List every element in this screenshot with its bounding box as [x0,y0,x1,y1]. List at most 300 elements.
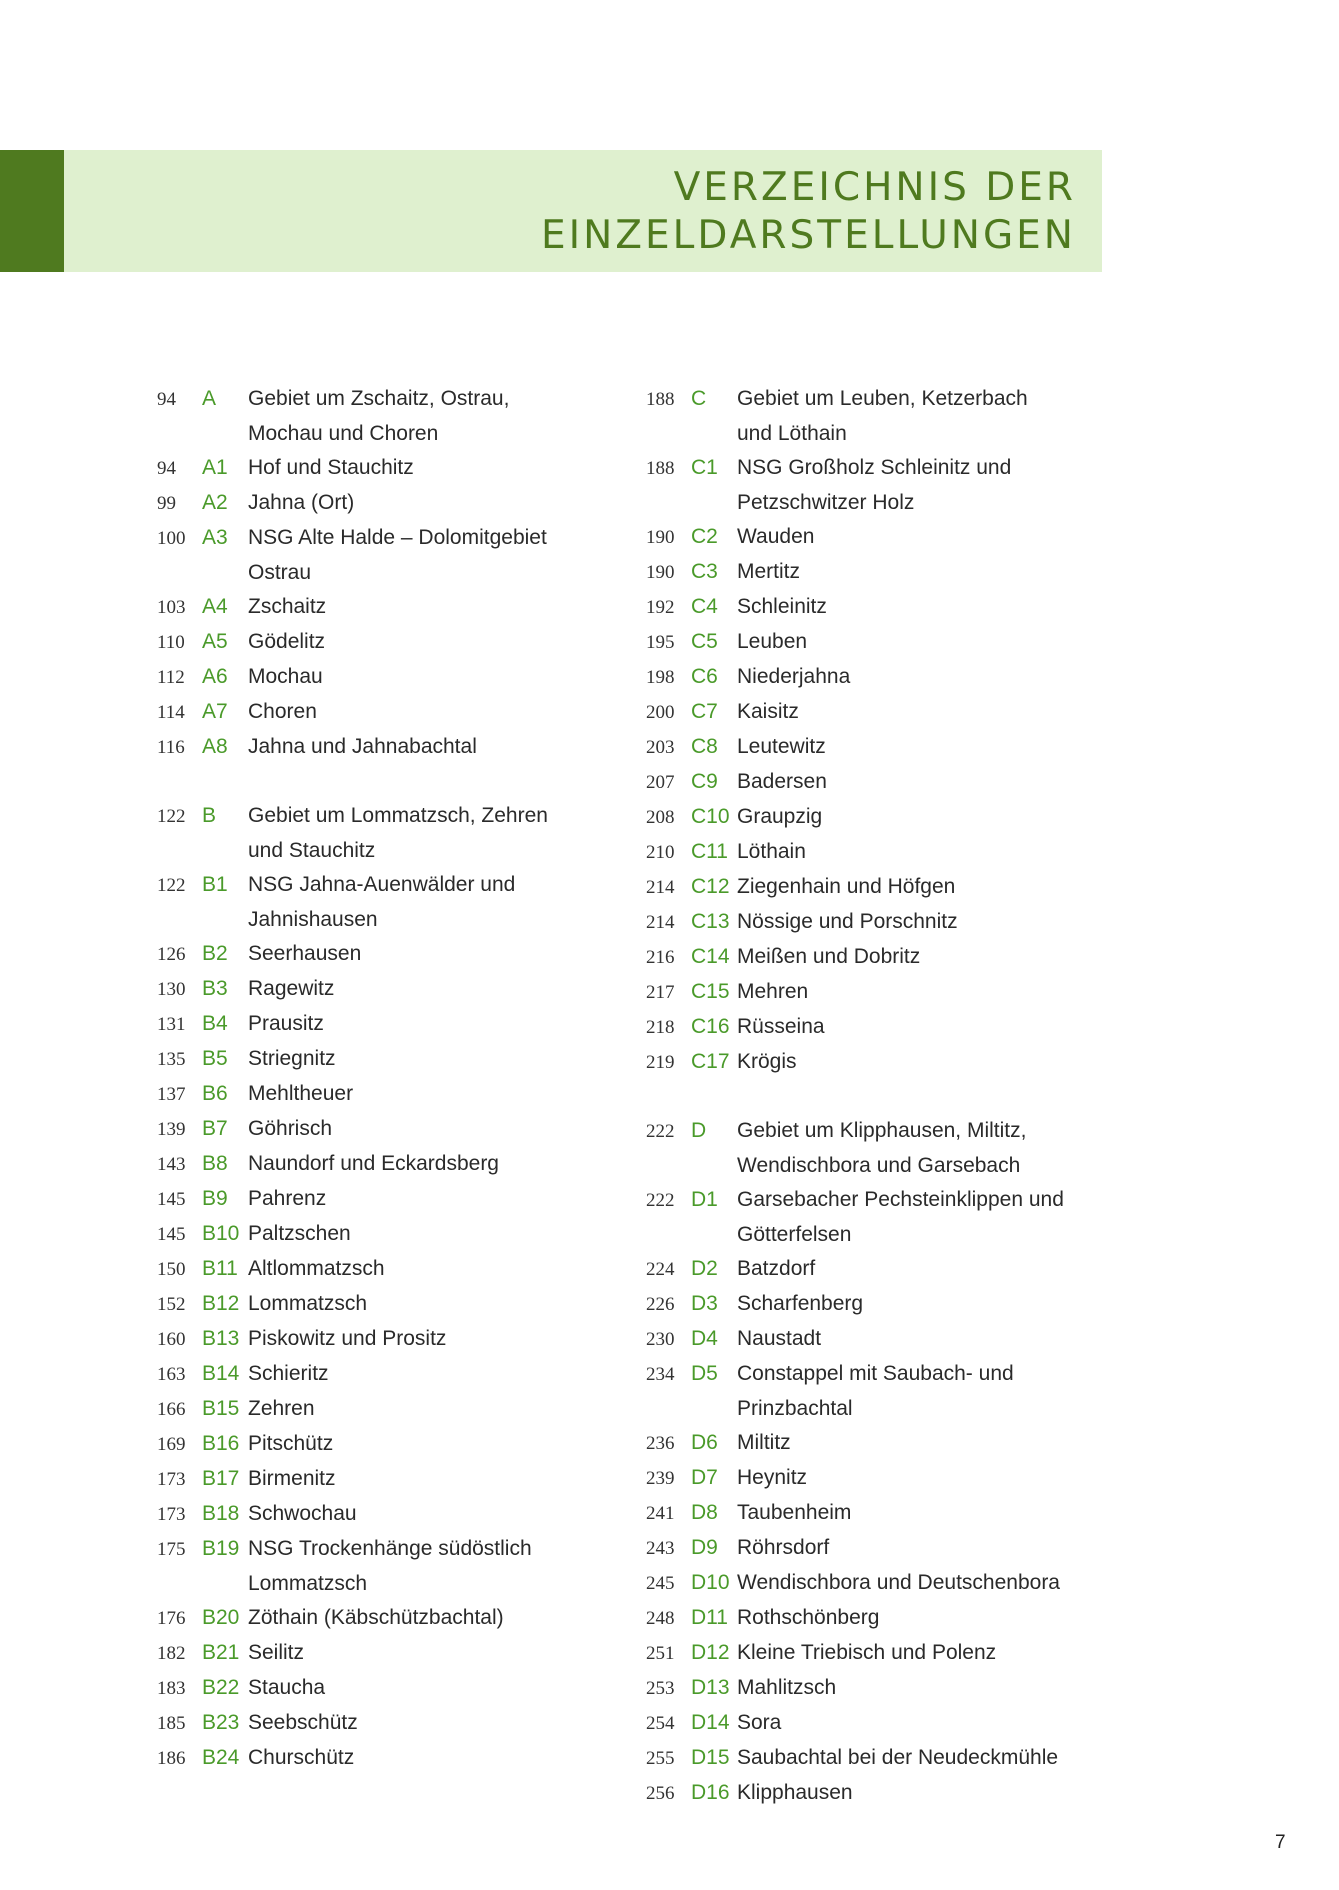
toc-section-code: B24 [202,1746,240,1769]
toc-entry-label: Ziegenhain und Höfgen [737,875,956,898]
toc-page-number: 241 [646,1503,675,1524]
toc-entry [157,590,597,625]
toc-page-number: 243 [646,1538,675,1559]
toc-entry [646,940,1106,975]
toc-entry-label: Gebiet um Klipphausen, Miltitz, [737,1119,1027,1142]
toc-entry-label: Mehren [737,980,809,1003]
page-title-line-2: EINZELDARSTELLUNGEN [540,213,1076,258]
toc-section-code: B23 [202,1711,240,1734]
toc-page-number: 254 [646,1713,675,1734]
toc-entry-label: Seerhausen [248,942,362,965]
toc-page-number: 122 [157,806,186,827]
toc-entry [157,451,597,486]
toc-entry [646,1566,1106,1601]
toc-page-number: 139 [157,1119,186,1140]
toc-entry [646,1149,1106,1183]
toc-page-number: 103 [157,597,186,618]
toc-entry [157,1042,597,1077]
toc-page-number: 185 [157,1713,186,1734]
toc-section-code: B12 [202,1292,240,1315]
toc-entry [157,1497,597,1532]
toc-entry-label: Nössige und Porschnitz [737,910,958,933]
toc-page-number: 219 [646,1052,675,1073]
toc-section-code: B18 [202,1502,240,1525]
toc-entry [157,695,597,730]
toc-entry-label: Naustadt [737,1327,822,1350]
toc-page-number: 173 [157,1469,186,1490]
toc-section-code: C [691,387,707,410]
toc-entry [157,625,597,660]
toc-entry-label: Altlommatzsch [248,1257,385,1280]
toc-page-number: 145 [157,1189,186,1210]
toc-page-number: 226 [646,1294,675,1315]
toc-entry [646,1287,1106,1322]
toc-section-code: A6 [202,665,228,688]
toc-section-code: A7 [202,700,228,723]
toc-entry-label: Gödelitz [248,630,326,653]
toc-entry-label: Seebschütz [248,1711,358,1734]
toc-entry-label: Naundorf und Eckardsberg [248,1152,499,1175]
toc-page-number: 222 [646,1121,675,1142]
toc-entry [646,660,1106,695]
toc-entry-label: Mochau und Choren [248,422,439,445]
toc-section-code: B4 [202,1012,228,1035]
toc-page-number: 176 [157,1608,186,1629]
toc-entry [157,834,597,868]
toc-entry [157,1007,597,1042]
toc-section-code: B8 [202,1152,228,1175]
toc-page-number: 137 [157,1084,186,1105]
toc-section-code: D7 [691,1466,718,1489]
toc-page-number: 94 [157,458,176,479]
toc-entry [157,382,597,417]
toc-entry [157,1357,597,1392]
accent-bar [0,150,64,272]
toc-page-number: 217 [646,982,675,1003]
toc-page-number: 135 [157,1049,186,1070]
toc-entry-label: Mochau [248,665,323,688]
toc-section-code: D16 [691,1781,730,1804]
toc-entry-label: Striegnitz [248,1047,336,1070]
toc-page-number: 218 [646,1017,675,1038]
toc-page-number: 256 [646,1783,675,1804]
toc-entry [646,1461,1106,1496]
toc-page-number: 182 [157,1643,186,1664]
toc-entry [646,1010,1106,1045]
toc-entry-label: Klipphausen [737,1781,853,1804]
toc-entry [646,975,1106,1010]
toc-section-code: A [202,387,217,410]
toc-entry-label: Niederjahna [737,665,851,688]
toc-entry-label: Rothschönberg [737,1606,880,1629]
toc-entry-label: Birmenitz [248,1467,336,1490]
toc-section-code: C10 [691,805,730,828]
toc-page-number: 222 [646,1190,675,1211]
toc-entry-label: NSG Jahna-Auenwälder und [248,873,516,896]
toc-page-number: 160 [157,1329,186,1350]
toc-entry [646,730,1106,765]
toc-entry [646,555,1106,590]
toc-page-number: 190 [646,562,675,583]
toc-page-number: 255 [646,1748,675,1769]
toc-entry-label: Pitschütz [248,1432,334,1455]
toc-column-left [157,382,597,1776]
toc-entry [157,1217,597,1252]
toc-entry [646,1357,1106,1392]
toc-entry [646,1392,1106,1426]
toc-entry [157,1601,597,1636]
toc-section-code: B6 [202,1082,228,1105]
toc-section-code: C3 [691,560,718,583]
toc-entry [646,1045,1106,1080]
toc-page-number: 175 [157,1539,186,1560]
toc-page-number: 253 [646,1678,675,1699]
toc-entry-label: Lommatzsch [248,1292,368,1315]
toc-entry-label: Wendischbora und Garsebach [737,1154,1021,1177]
toc-entry [646,590,1106,625]
toc-section-code: C12 [691,875,730,898]
page-title [541,164,1076,260]
toc-entry [646,835,1106,870]
toc-section-code: B22 [202,1676,240,1699]
toc-page-number: 214 [646,877,675,898]
toc-entry [157,1147,597,1182]
toc-section-code: B17 [202,1467,240,1490]
toc-entry-label: Leuben [737,630,808,653]
toc-entry [157,1392,597,1427]
toc-section-code: C17 [691,1050,730,1073]
toc-entry-label: Ragewitz [248,977,335,1000]
toc-entry [157,1636,597,1671]
toc-section-code: B5 [202,1047,228,1070]
toc-page-number: 169 [157,1434,186,1455]
toc-section-code: D8 [691,1501,718,1524]
toc-entry-label: Kaisitz [737,700,799,723]
toc-entry [646,1671,1106,1706]
toc-section-code: B19 [202,1537,240,1560]
toc-page-number: 190 [646,527,675,548]
toc-entry-label: Seilitz [248,1641,305,1664]
toc-entry-label: Mahlitzsch [737,1676,837,1699]
toc-entry [646,1114,1106,1149]
toc-entry-label: Constappel mit Saubach- und [737,1362,1014,1385]
toc-entry-label: Garsebacher Pechsteinklippen und [737,1188,1064,1211]
toc-entry-label: Taubenheim [737,1501,852,1524]
toc-section-code: C9 [691,770,718,793]
toc-section-code: C4 [691,595,718,618]
toc-entry [646,520,1106,555]
toc-section-code: C16 [691,1015,730,1038]
toc-section-code: C13 [691,910,730,933]
toc-entry [646,1706,1106,1741]
toc-entry-label: Miltitz [737,1431,791,1454]
toc-page-number: 112 [157,667,185,688]
toc-entry [157,556,597,590]
toc-section-code: A1 [202,456,228,479]
toc-entry-label: NSG Trockenhänge südöstlich [248,1537,532,1560]
toc-page-number: 230 [646,1329,675,1350]
toc-entry-label: Gebiet um Leuben, Ketzerbach [737,387,1028,410]
toc-entry-label: und Löthain [737,422,847,445]
toc-entry [646,1776,1106,1811]
toc-page-number: 251 [646,1643,675,1664]
toc-entry-label: Krögis [737,1050,797,1073]
toc-entry-label: NSG Alte Halde – Dolomitgebiet [248,526,547,549]
toc-entry-label: Röhrsdorf [737,1536,830,1559]
toc-page-number: 234 [646,1364,675,1385]
toc-entry [157,972,597,1007]
toc-entry-label: Wendischbora und Deutschenbora [737,1571,1060,1594]
toc-entry-label: Jahna und Jahnabachtal [248,735,477,758]
toc-section-code: D9 [691,1536,718,1559]
toc-section-code: C15 [691,980,730,1003]
toc-entry-label: Saubachtal bei der Neudeckmühle [737,1746,1059,1769]
toc-page-number: 145 [157,1224,186,1245]
toc-section-code: D5 [691,1362,718,1385]
toc-entry [646,1636,1106,1671]
toc-entry [646,1601,1106,1636]
toc-entry-label: Churschütz [248,1746,355,1769]
toc-page-number: 224 [646,1259,675,1280]
toc-page-number: 173 [157,1504,186,1525]
toc-entry [646,905,1106,940]
toc-entry [646,1531,1106,1566]
toc-entry-label: Schieritz [248,1362,329,1385]
toc-section-code: D2 [691,1257,718,1280]
toc-page-number: 152 [157,1294,186,1315]
toc-page-number: 198 [646,667,675,688]
toc-page-number: 122 [157,875,186,896]
toc-page-number: 186 [157,1748,186,1769]
toc-page-number: 166 [157,1399,186,1420]
toc-page-number: 183 [157,1678,186,1699]
toc-section-code: A4 [202,595,228,618]
toc-entry [157,799,597,834]
toc-section-code: C8 [691,735,718,758]
toc-page-number: 131 [157,1014,186,1035]
toc-entry [646,486,1106,520]
toc-entry [646,870,1106,905]
toc-section-code: B1 [202,873,228,896]
toc-entry [646,800,1106,835]
toc-section-code: C5 [691,630,718,653]
toc-entry [646,417,1106,451]
toc-column-right [646,382,1106,1811]
toc-entry-label: Staucha [248,1676,326,1699]
toc-entry-label: Batzdorf [737,1257,816,1280]
toc-section-code: C14 [691,945,730,968]
toc-entry-label: Zöthain (Käbschützbachtal) [248,1606,504,1629]
toc-entry [646,1322,1106,1357]
toc-entry-label: Paltzschen [248,1222,351,1245]
toc-page-number: 114 [157,702,185,723]
toc-entry [157,903,597,937]
toc-section-code: B14 [202,1362,240,1385]
toc-entry [157,1706,597,1741]
toc-entry-label: Petzschwitzer Holz [737,491,915,514]
toc-entry [157,1462,597,1497]
toc-section-code: C11 [691,840,728,863]
toc-entry-label: Wauden [737,525,815,548]
toc-entry-label: Leutewitz [737,735,826,758]
toc-page-number: 100 [157,528,186,549]
toc-page-number: 116 [157,737,185,758]
toc-section-code: A8 [202,735,228,758]
toc-section-code: D13 [691,1676,730,1699]
toc-page-number: 245 [646,1573,675,1594]
toc-page-number: 188 [646,389,675,410]
toc-entry-label: Jahna (Ort) [248,491,355,514]
toc-section-code: C2 [691,525,718,548]
toc-section-code: B3 [202,977,228,1000]
toc-page-number: 200 [646,702,675,723]
toc-entry-label: Götterfelsen [737,1223,852,1246]
toc-entry-label: Choren [248,700,317,723]
toc-entry [157,1532,597,1567]
toc-entry-label: Göhrisch [248,1117,333,1140]
toc-section-code: D6 [691,1431,718,1454]
toc-entry [646,1218,1106,1252]
toc-entry [157,1567,597,1601]
toc-page-number: 143 [157,1154,186,1175]
toc-section-code: A2 [202,491,228,514]
toc-entry-label: Hof und Stauchitz [248,456,414,479]
toc-section-code: D3 [691,1292,718,1315]
toc-section-code: A5 [202,630,228,653]
toc-entry [157,1077,597,1112]
toc-section-code: B10 [202,1222,240,1245]
toc-entry-label: Sora [737,1711,782,1734]
toc-page-number: 192 [646,597,675,618]
toc-entry-label: Kleine Triebisch und Polenz [737,1641,997,1664]
toc-entry-label: Heynitz [737,1466,808,1489]
toc-section-code: D10 [691,1571,730,1594]
toc-entry-label: Graupzig [737,805,823,828]
toc-section-code: B13 [202,1327,240,1350]
toc-entry [157,1182,597,1217]
toc-section-code: C1 [691,456,718,479]
toc-page-number: 110 [157,632,185,653]
toc-entry-label: Prinzbachtal [737,1397,853,1420]
toc-section-code: B21 [202,1641,240,1664]
toc-section-code: D15 [691,1746,730,1769]
toc-entry [157,1287,597,1322]
toc-section-code: D [691,1119,707,1142]
toc-entry [157,660,597,695]
toc-entry [157,1322,597,1357]
toc-entry-label: Badersen [737,770,827,793]
toc-entry [646,451,1106,486]
toc-section-code: B9 [202,1187,228,1210]
toc-entry [646,1183,1106,1218]
toc-entry-label: Jahnishausen [248,908,378,931]
toc-entry [646,765,1106,800]
toc-page-number: 236 [646,1433,675,1454]
toc-section-code: B2 [202,942,228,965]
toc-page-number: 94 [157,389,176,410]
toc-entry-label: Pahrenz [248,1187,327,1210]
toc-entry [646,1496,1106,1531]
toc-section-code: B20 [202,1606,240,1629]
toc-section-code: C6 [691,665,718,688]
toc-entry-label: Piskowitz und Prositz [248,1327,447,1350]
toc-page-number: 248 [646,1608,675,1629]
toc-entry [157,730,597,765]
toc-entry-label: Gebiet um Lommatzsch, Zehren [248,804,548,827]
toc-entry-label: Meißen und Dobritz [737,945,921,968]
toc-page-number: 239 [646,1468,675,1489]
toc-page-number: 188 [646,458,675,479]
toc-entry [157,1427,597,1462]
toc-entry-label: Ostrau [248,561,312,584]
toc-section-code: D1 [691,1188,718,1211]
toc-entry [157,486,597,521]
toc-section-code: B16 [202,1432,240,1455]
toc-page-number: 99 [157,493,176,514]
toc-page-number: 163 [157,1364,186,1385]
toc-entry-label: Gebiet um Zschaitz, Ostrau, [248,387,510,410]
toc-entry [157,417,597,451]
toc-entry [157,937,597,972]
toc-page-number: 150 [157,1259,186,1280]
toc-section-code: D4 [691,1327,718,1350]
toc-entry-label: und Stauchitz [248,839,376,862]
toc-entry-label: Rüsseina [737,1015,825,1038]
toc-entry-label: Schleinitz [737,595,827,618]
toc-entry [646,382,1106,417]
toc-entry-label: Schwochau [248,1502,357,1525]
toc-entry [646,1252,1106,1287]
toc-section-code: B15 [202,1397,240,1420]
toc-section-code: B11 [202,1257,238,1280]
toc-section-code: B7 [202,1117,228,1140]
toc-entry-label: Löthain [737,840,806,863]
toc-page-number: 126 [157,944,186,965]
toc-section-code: D12 [691,1641,730,1664]
toc-section-code: D14 [691,1711,730,1734]
toc-entry-label: NSG Großholz Schleinitz und [737,456,1012,479]
toc-entry-label: Lommatzsch [248,1572,368,1595]
toc-entry-label: Zehren [248,1397,315,1420]
toc-entry [157,1112,597,1147]
toc-entry [157,521,597,556]
toc-entry-label: Mehltheuer [248,1082,354,1105]
toc-page-number: 214 [646,912,675,933]
toc-entry [157,1741,597,1776]
toc-section-code: B [202,804,217,827]
toc-page-number: 130 [157,979,186,1000]
toc-entry [157,868,597,903]
toc-entry [157,1252,597,1287]
toc-page-number: 203 [646,737,675,758]
toc-page-number: 195 [646,632,675,653]
toc-entry-label: Mertitz [737,560,800,583]
toc-entry-label: Zschaitz [248,595,327,618]
toc-page-number: 207 [646,772,675,793]
toc-entry [157,1671,597,1706]
toc-entry [646,625,1106,660]
toc-entry-label: Prausitz [248,1012,324,1035]
toc-entry [646,1741,1106,1776]
title-band [64,150,1102,272]
toc-page-number: 210 [646,842,675,863]
toc-section-code: D11 [691,1606,728,1629]
toc-page-number: 208 [646,807,675,828]
page-number: 7 [1275,1832,1286,1853]
toc-section-code: C7 [691,700,718,723]
toc-entry [646,695,1106,730]
toc-section-code: A3 [202,526,228,549]
